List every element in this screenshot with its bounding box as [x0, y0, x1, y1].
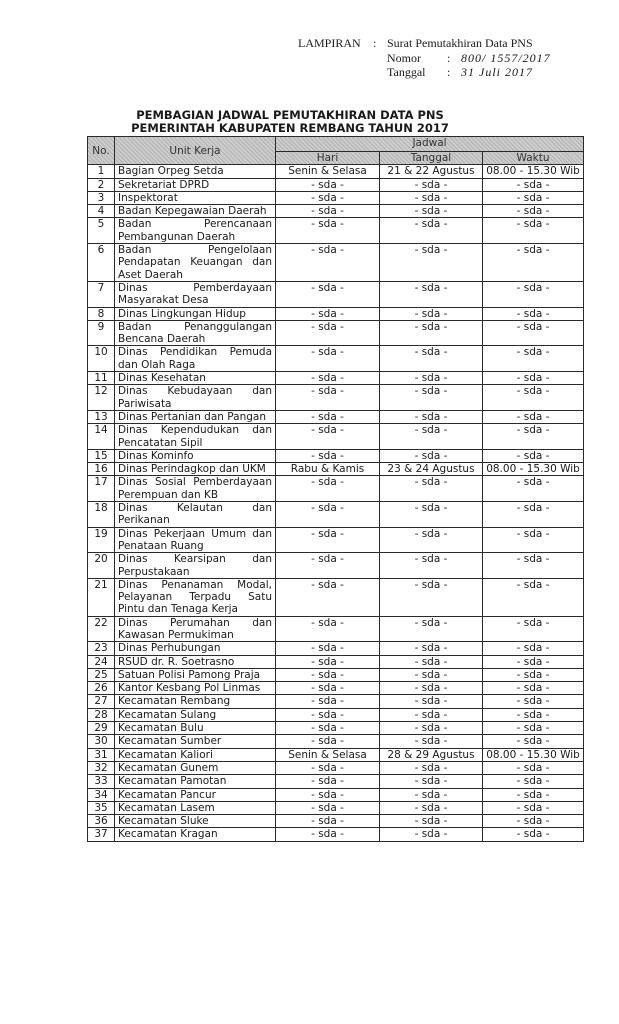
row-tanggal: - sda - — [380, 410, 483, 423]
row-waktu: - sda - — [483, 502, 584, 528]
table-row — [88, 410, 584, 423]
row-unit-kerja: RSUD dr. R. Soetrasno — [115, 655, 276, 668]
row-tanggal: - sda - — [380, 244, 483, 282]
row-unit-kerja: Dinas Kearsipan dan Perpustakaan — [115, 553, 276, 579]
tanggal-row — [298, 65, 551, 80]
row-waktu: - sda - — [483, 828, 584, 841]
row-number: 26 — [88, 682, 115, 695]
row-waktu: - sda - — [483, 801, 584, 814]
row-unit-kerja: Kecamatan Pamotan — [115, 775, 276, 788]
lampiran-row — [298, 36, 551, 51]
row-waktu: 08.00 - 15.30 Wib — [483, 463, 584, 476]
header-unit-kerja: Unit Kerja — [115, 137, 276, 165]
row-tanggal: - sda - — [380, 655, 483, 668]
schedule-table — [87, 136, 584, 842]
row-hari: - sda - — [276, 320, 380, 346]
row-number: 7 — [88, 281, 115, 307]
row-unit-kerja: Badan Perencanaan Pembangunan Daerah — [115, 218, 276, 244]
row-unit-kerja: Kantor Kesbang Pol Linmas — [115, 682, 276, 695]
row-number: 16 — [88, 463, 115, 476]
row-waktu: - sda - — [483, 476, 584, 502]
row-hari: - sda - — [276, 178, 380, 191]
row-hari: - sda - — [276, 502, 380, 528]
row-tanggal: - sda - — [380, 281, 483, 307]
row-tanggal: - sda - — [380, 372, 483, 385]
row-number: 3 — [88, 191, 115, 204]
row-unit-kerja: Kecamatan Pancur — [115, 788, 276, 801]
table-row — [88, 616, 584, 642]
row-tanggal: - sda - — [380, 449, 483, 462]
row-number: 24 — [88, 655, 115, 668]
row-waktu: - sda - — [483, 616, 584, 642]
row-tanggal: 28 & 29 Agustus — [380, 748, 483, 761]
table-row — [88, 502, 584, 528]
row-unit-kerja: Bagian Orpeg Setda — [115, 165, 276, 178]
row-number: 10 — [88, 346, 115, 372]
row-hari: - sda - — [276, 527, 380, 553]
table-row — [88, 788, 584, 801]
row-hari: - sda - — [276, 385, 380, 411]
row-unit-kerja: Dinas Perindagkop dan UKM — [115, 463, 276, 476]
row-number: 12 — [88, 385, 115, 411]
row-number: 36 — [88, 815, 115, 828]
row-unit-kerja: Kecamatan Sumber — [115, 735, 276, 748]
row-hari: - sda - — [276, 801, 380, 814]
row-unit-kerja: Dinas Lingkungan Hidup — [115, 307, 276, 320]
table-header — [88, 137, 584, 165]
row-waktu: - sda - — [483, 424, 584, 450]
lampiran-separator: : — [373, 36, 377, 50]
row-hari: - sda - — [276, 553, 380, 579]
row-waktu: - sda - — [483, 218, 584, 244]
row-hari: - sda - — [276, 244, 380, 282]
row-tanggal: - sda - — [380, 191, 483, 204]
row-waktu: 08.00 - 15.30 Wib — [483, 165, 584, 178]
row-tanggal: - sda - — [380, 682, 483, 695]
row-number: 18 — [88, 502, 115, 528]
row-number: 23 — [88, 642, 115, 655]
row-tanggal: - sda - — [380, 424, 483, 450]
row-waktu: - sda - — [483, 695, 584, 708]
row-number: 14 — [88, 424, 115, 450]
row-tanggal: - sda - — [380, 815, 483, 828]
row-tanggal: - sda - — [380, 346, 483, 372]
header-hari: Hari — [276, 152, 380, 165]
row-waktu: - sda - — [483, 205, 584, 218]
row-waktu: - sda - — [483, 788, 584, 801]
row-unit-kerja: Kecamatan Sluke — [115, 815, 276, 828]
table-row — [88, 578, 584, 616]
document-title-line2: PEMERINTAH KABUPATEN REMBANG TAHUN 2017 — [131, 121, 449, 135]
row-hari: - sda - — [276, 191, 380, 204]
row-number: 21 — [88, 578, 115, 616]
table-row — [88, 668, 584, 681]
table-row — [88, 761, 584, 774]
nomor-label: Nomor — [387, 50, 421, 65]
row-number: 1 — [88, 165, 115, 178]
row-number: 4 — [88, 205, 115, 218]
row-waktu: - sda - — [483, 761, 584, 774]
row-hari: - sda - — [276, 642, 380, 655]
row-unit-kerja: Dinas Pendidikan Pemuda dan Olah Raga — [115, 346, 276, 372]
row-hari: - sda - — [276, 655, 380, 668]
row-unit-kerja: Dinas Pertanian dan Pangan — [115, 410, 276, 423]
table-row — [88, 476, 584, 502]
table-row — [88, 553, 584, 579]
table-row — [88, 165, 584, 178]
row-number: 20 — [88, 553, 115, 579]
row-unit-kerja: Dinas Pemberdayaan Masyarakat Desa — [115, 281, 276, 307]
row-hari: - sda - — [276, 815, 380, 828]
row-hari: - sda - — [276, 424, 380, 450]
row-tanggal: - sda - — [380, 668, 483, 681]
row-tanggal: - sda - — [380, 205, 483, 218]
row-hari: - sda - — [276, 682, 380, 695]
row-tanggal: - sda - — [380, 642, 483, 655]
nomor-separator: : — [447, 50, 451, 65]
row-unit-kerja: Dinas Pekerjaan Umum dan Penataan Ruang — [115, 527, 276, 553]
row-waktu: - sda - — [483, 307, 584, 320]
row-waktu: - sda - — [483, 449, 584, 462]
row-tanggal: - sda - — [380, 788, 483, 801]
row-hari: - sda - — [276, 788, 380, 801]
table-row — [88, 815, 584, 828]
table-row — [88, 191, 584, 204]
table-row — [88, 205, 584, 218]
row-number: 2 — [88, 178, 115, 191]
row-tanggal: - sda - — [380, 708, 483, 721]
row-tanggal: - sda - — [380, 761, 483, 774]
tanggal-label: Tanggal — [387, 65, 426, 79]
row-hari: - sda - — [276, 708, 380, 721]
row-tanggal: - sda - — [380, 695, 483, 708]
header-jadwal: Jadwal — [276, 137, 584, 152]
row-unit-kerja: Kecamatan Gunem — [115, 761, 276, 774]
row-unit-kerja: Satuan Polisi Pamong Praja — [115, 668, 276, 681]
row-tanggal: - sda - — [380, 307, 483, 320]
row-unit-kerja: Sekretariat DPRD — [115, 178, 276, 191]
row-unit-kerja: Kecamatan Bulu — [115, 722, 276, 735]
lampiran-label: LAMPIRAN — [298, 36, 361, 50]
header-no: No. — [88, 137, 115, 165]
row-waktu: - sda - — [483, 372, 584, 385]
row-waktu: - sda - — [483, 655, 584, 668]
row-hari: - sda - — [276, 735, 380, 748]
row-number: 22 — [88, 616, 115, 642]
row-number: 34 — [88, 788, 115, 801]
row-tanggal: - sda - — [380, 722, 483, 735]
row-unit-kerja: Dinas Kominfo — [115, 449, 276, 462]
table-row — [88, 463, 584, 476]
row-unit-kerja: Dinas Penanaman Modal, Pelayanan Terpadu Satu Pintu dan Tenaga Kerja — [115, 578, 276, 616]
table-row — [88, 748, 584, 761]
row-unit-kerja: Dinas Sosial Pemberdayaan Perempuan dan KB — [115, 476, 276, 502]
row-unit-kerja: Badan Kepegawaian Daerah — [115, 205, 276, 218]
tanggal-separator: : — [447, 65, 451, 79]
row-unit-kerja: Dinas Kebudayaan dan Pariwisata — [115, 385, 276, 411]
row-number: 25 — [88, 668, 115, 681]
row-waktu: - sda - — [483, 281, 584, 307]
table-row — [88, 828, 584, 841]
table-row — [88, 346, 584, 372]
row-waktu: - sda - — [483, 346, 584, 372]
header-waktu: Waktu — [483, 152, 584, 165]
header-tanggal: Tanggal — [380, 152, 483, 165]
row-tanggal: - sda - — [380, 735, 483, 748]
row-hari: - sda - — [276, 307, 380, 320]
row-unit-kerja: Inspektorat — [115, 191, 276, 204]
row-unit-kerja: Dinas Kesehatan — [115, 372, 276, 385]
row-number: 11 — [88, 372, 115, 385]
row-unit-kerja: Dinas Kelautan dan Perikanan — [115, 502, 276, 528]
row-waktu: - sda - — [483, 775, 584, 788]
table-row — [88, 385, 584, 411]
row-number: 6 — [88, 244, 115, 282]
row-tanggal: 21 & 22 Agustus — [380, 165, 483, 178]
table-row — [88, 682, 584, 695]
row-hari: - sda - — [276, 695, 380, 708]
nomor-value: 800/ 1557/2017 — [461, 50, 551, 65]
row-unit-kerja: Kecamatan Lasem — [115, 801, 276, 814]
row-hari: - sda - — [276, 205, 380, 218]
row-unit-kerja: Kecamatan Rembang — [115, 695, 276, 708]
row-hari: Rabu & Kamis — [276, 463, 380, 476]
lampiran-block — [298, 36, 551, 80]
row-tanggal: - sda - — [380, 828, 483, 841]
table-row — [88, 527, 584, 553]
row-tanggal: - sda - — [380, 578, 483, 616]
row-waktu: - sda - — [483, 385, 584, 411]
row-waktu: - sda - — [483, 708, 584, 721]
row-tanggal: - sda - — [380, 527, 483, 553]
table-row — [88, 424, 584, 450]
row-number: 30 — [88, 735, 115, 748]
document-title-line1: PEMBAGIAN JADWAL PEMUTAKHIRAN DATA PNS — [136, 108, 444, 122]
table-row — [88, 372, 584, 385]
row-number: 15 — [88, 449, 115, 462]
row-unit-kerja: Kecamatan Kragan — [115, 828, 276, 841]
table-body — [88, 165, 584, 841]
row-number: 27 — [88, 695, 115, 708]
row-number: 5 — [88, 218, 115, 244]
row-hari: - sda - — [276, 761, 380, 774]
table-row — [88, 281, 584, 307]
row-waktu: - sda - — [483, 191, 584, 204]
row-tanggal: - sda - — [380, 502, 483, 528]
row-unit-kerja: Kecamatan Sulang — [115, 708, 276, 721]
row-tanggal: - sda - — [380, 775, 483, 788]
row-hari: - sda - — [276, 346, 380, 372]
row-number: 19 — [88, 527, 115, 553]
table-row — [88, 244, 584, 282]
row-hari: - sda - — [276, 616, 380, 642]
row-tanggal: 23 & 24 Agustus — [380, 463, 483, 476]
row-waktu: - sda - — [483, 527, 584, 553]
row-hari: Senin & Selasa — [276, 748, 380, 761]
table-row — [88, 722, 584, 735]
row-hari: - sda - — [276, 372, 380, 385]
table-row — [88, 655, 584, 668]
row-number: 32 — [88, 761, 115, 774]
row-unit-kerja: Badan Pengelolaan Pendapatan Keuangan dan Aset Daerah — [115, 244, 276, 282]
table-row — [88, 735, 584, 748]
table-row — [88, 449, 584, 462]
row-waktu: - sda - — [483, 735, 584, 748]
row-number: 9 — [88, 320, 115, 346]
row-tanggal: - sda - — [380, 385, 483, 411]
row-number: 31 — [88, 748, 115, 761]
table-row — [88, 775, 584, 788]
table-row — [88, 320, 584, 346]
table-row — [88, 695, 584, 708]
row-number: 28 — [88, 708, 115, 721]
row-number: 29 — [88, 722, 115, 735]
row-tanggal: - sda - — [380, 320, 483, 346]
table-row — [88, 801, 584, 814]
row-waktu: 08.00 - 15.30 Wib — [483, 748, 584, 761]
row-tanggal: - sda - — [380, 553, 483, 579]
row-hari: - sda - — [276, 775, 380, 788]
row-unit-kerja: Dinas Kependudukan dan Pencatatan Sipil — [115, 424, 276, 450]
row-number: 17 — [88, 476, 115, 502]
row-waktu: - sda - — [483, 682, 584, 695]
row-tanggal: - sda - — [380, 476, 483, 502]
row-tanggal: - sda - — [380, 178, 483, 191]
table-row — [88, 642, 584, 655]
table-row — [88, 178, 584, 191]
row-waktu: - sda - — [483, 668, 584, 681]
row-hari: - sda - — [276, 668, 380, 681]
row-waktu: - sda - — [483, 244, 584, 282]
row-waktu: - sda - — [483, 320, 584, 346]
row-hari: - sda - — [276, 449, 380, 462]
row-unit-kerja: Dinas Perhubungan — [115, 642, 276, 655]
row-waktu: - sda - — [483, 578, 584, 616]
row-waktu: - sda - — [483, 178, 584, 191]
row-number: 33 — [88, 775, 115, 788]
row-hari: - sda - — [276, 218, 380, 244]
row-number: 35 — [88, 801, 115, 814]
row-waktu: - sda - — [483, 642, 584, 655]
row-hari: - sda - — [276, 722, 380, 735]
nomor-row — [298, 51, 551, 66]
row-unit-kerja: Badan Penanggulangan Bencana Daerah — [115, 320, 276, 346]
table-row — [88, 708, 584, 721]
row-tanggal: - sda - — [380, 218, 483, 244]
row-hari: - sda - — [276, 281, 380, 307]
table-row — [88, 307, 584, 320]
tanggal-value: 31 Juli 2017 — [461, 65, 533, 79]
table-row — [88, 218, 584, 244]
row-waktu: - sda - — [483, 410, 584, 423]
row-waktu: - sda - — [483, 722, 584, 735]
row-unit-kerja: Kecamatan Kaliori — [115, 748, 276, 761]
row-number: 8 — [88, 307, 115, 320]
row-number: 37 — [88, 828, 115, 841]
row-number: 13 — [88, 410, 115, 423]
row-hari: - sda - — [276, 828, 380, 841]
row-waktu: - sda - — [483, 553, 584, 579]
row-hari: - sda - — [276, 476, 380, 502]
row-tanggal: - sda - — [380, 616, 483, 642]
row-hari: - sda - — [276, 410, 380, 423]
row-tanggal: - sda - — [380, 801, 483, 814]
row-hari: Senin & Selasa — [276, 165, 380, 178]
row-unit-kerja: Dinas Perumahan dan Kawasan Permukiman — [115, 616, 276, 642]
row-hari: - sda - — [276, 578, 380, 616]
lampiran-value: Surat Pemutakhiran Data PNS — [387, 36, 533, 50]
row-waktu: - sda - — [483, 815, 584, 828]
